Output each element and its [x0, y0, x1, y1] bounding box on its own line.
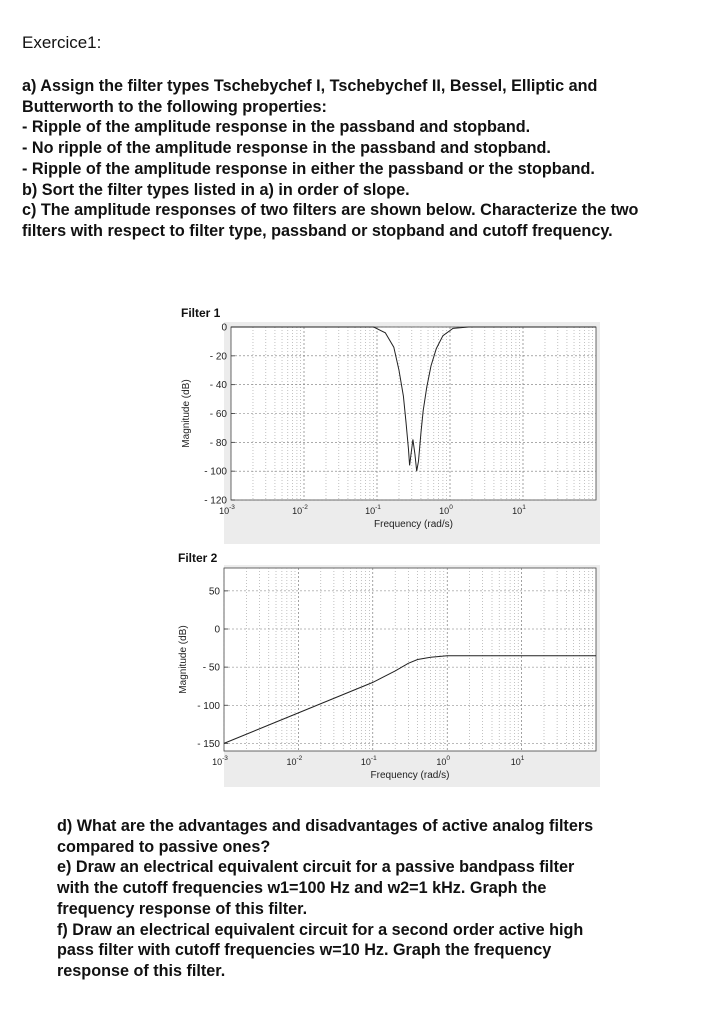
x-tick-label: $10^{-2}$: [286, 755, 303, 767]
x-tick-label: $10^{-1}$: [360, 755, 377, 767]
text-line: e) Draw an electrical equivalent circuit for a passive bandpass filter: [57, 858, 575, 877]
text-line: response of this filter.: [57, 961, 226, 980]
filter2-title: Filter 2: [178, 551, 218, 565]
text-line: - Ripple of the amplitude response in either the passband or the stopband.: [22, 159, 595, 178]
y-tick-label: 50: [208, 586, 220, 598]
text-line: f) Draw an electrical equivalent circuit for a second order active high: [57, 920, 584, 939]
text-line: compared to passive ones?: [57, 837, 271, 856]
x-axis-label: Frequency (rad/s): [370, 770, 450, 781]
y-tick-label: - 40: [209, 380, 227, 392]
y-tick-label: - 20: [209, 351, 227, 363]
x-tick-label: $10^{-3}$: [212, 755, 228, 767]
y-axis-label: Magnitude (dB): [181, 379, 192, 448]
x-tick-label: $10^{-1}$: [365, 504, 381, 516]
text-line: - Ripple of the amplitude response in the passband and stopband.: [22, 118, 531, 137]
text-line: filters with respect to filter type, passband or stopband and cutoff frequency.: [22, 221, 613, 240]
y-tick-label: - 100: [197, 700, 220, 712]
filter2-chart: [176, 565, 600, 787]
questions-a-to-c: [22, 76, 712, 242]
x-tick-label: $10^0$: [439, 504, 453, 516]
filter1-chart: [176, 322, 600, 544]
filter1-title: Filter 1: [181, 306, 221, 320]
y-tick-label: - 60: [209, 409, 227, 420]
exercise-title: Exercice1:: [22, 33, 102, 52]
text-line: d) What are the advantages and disadvantages of active analog filters: [57, 817, 594, 835]
x-tick-label: $10^1$: [512, 504, 526, 516]
text-line: frequency response of this filter.: [57, 899, 308, 918]
questions-d-to-f: [57, 816, 697, 982]
y-tick-label: - 80: [209, 437, 227, 449]
y-tick-label: - 50: [202, 662, 220, 674]
y-axis-label: Magnitude (dB): [178, 625, 189, 694]
x-tick-label: $10^0$: [436, 755, 451, 767]
text-line: Butterworth to the following properties:: [22, 97, 327, 116]
text-line: pass filter with cutoff frequencies w=10 Hz. Graph the frequency: [57, 941, 552, 960]
y-tick-label: - 150: [197, 738, 220, 750]
x-tick-label: $10^{-2}$: [292, 504, 308, 516]
text-line: with the cutoff frequencies w1=100 Hz and w2=1 kHz. Graph the: [57, 879, 547, 898]
text-line: c) The amplitude responses of two filters are shown below. Characterize the two: [22, 201, 639, 220]
plot-area: [224, 568, 596, 751]
x-tick-label: $10^{-3}$: [219, 504, 235, 516]
y-tick-label: - 100: [204, 466, 227, 478]
y-tick-label: 0: [214, 624, 220, 636]
x-axis-label: Frequency (rad/s): [374, 519, 453, 530]
text-line: - No ripple of the amplitude response in the passband and stopband.: [22, 139, 551, 158]
x-tick-label: $10^1$: [510, 755, 525, 767]
text-line: a) Assign the filter types Tschebychef I, Tschebychef II, Bessel, Elliptic and: [22, 77, 598, 95]
plot-area: [231, 327, 596, 500]
y-tick-label: - 120: [204, 495, 227, 507]
y-tick-label: 0: [221, 322, 227, 334]
text-line: b) Sort the filter types listed in a) in order of slope.: [22, 180, 410, 199]
